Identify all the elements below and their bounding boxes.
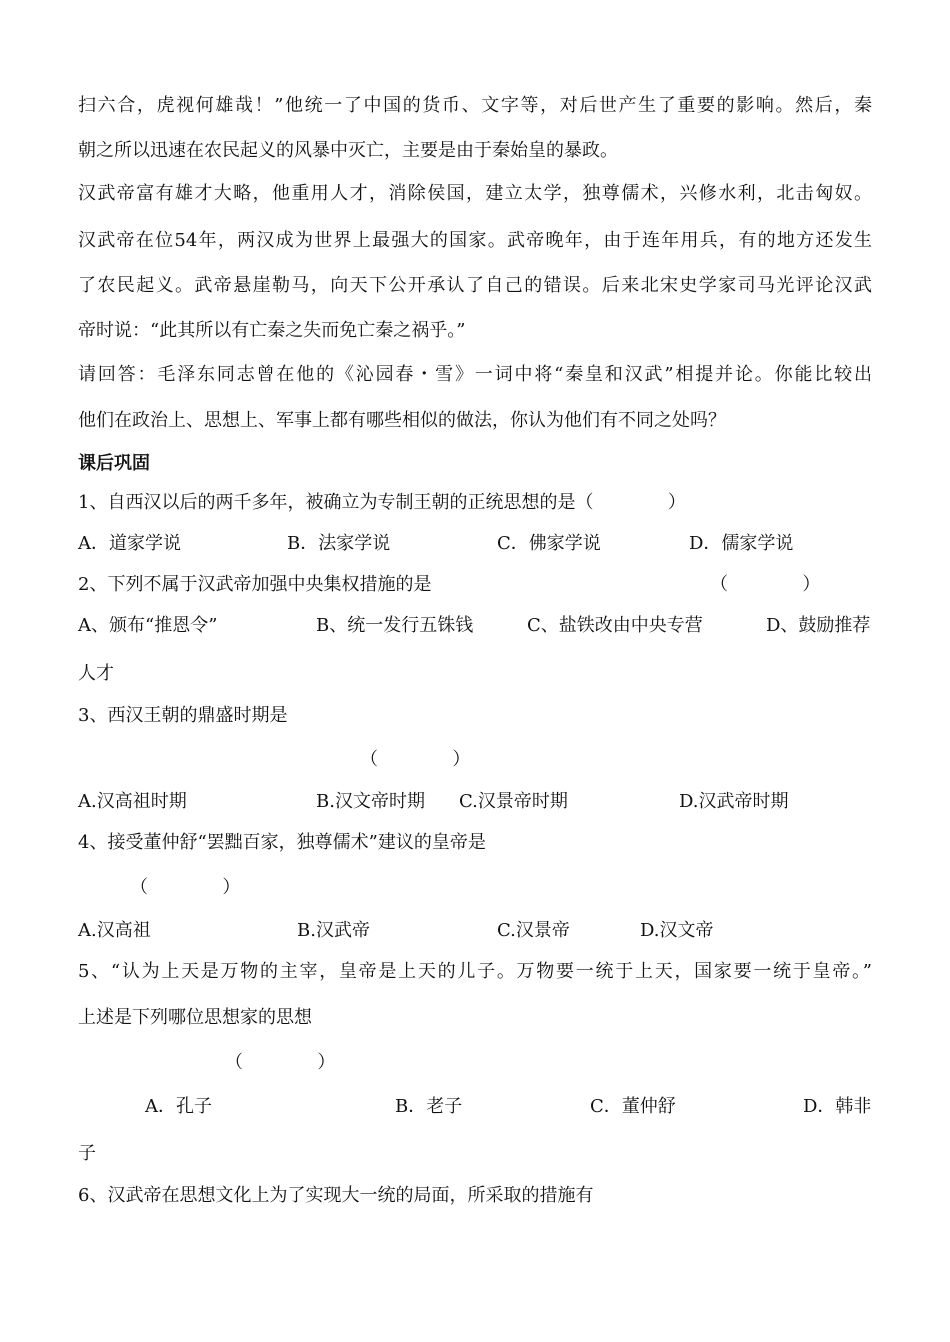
q4-option-a: A.汉高祖 xyxy=(78,920,151,941)
q3-option-d: D.汉武帝时期 xyxy=(679,791,789,812)
q1-option-c: C．佛家学说 xyxy=(497,533,601,554)
passage-line-2: 朝之所以迅速在农民起义的风暴中灭亡，主要是由于秦始皇的暴政。 xyxy=(78,140,618,161)
q2-option-d-wrap: 人才 xyxy=(78,663,114,684)
q4-option-c: C.汉景帝 xyxy=(497,920,570,941)
q4-stem: 4、接受董仲舒“罢黜百家，独尊儒术”建议的皇帝是 xyxy=(78,832,486,853)
q4-option-b: B.汉武帝 xyxy=(297,920,370,941)
q5-option-d: D．韩非 xyxy=(803,1096,872,1117)
q2-option-b: B、统一发行五铢钱 xyxy=(316,615,474,636)
q5-option-d-wrap: 子 xyxy=(78,1143,96,1164)
passage-line-4: 汉武帝在位54年，两汉成为世界上最强大的国家。武帝晚年，由于连年用兵，有的地方还发生 xyxy=(78,230,872,251)
q2-option-a: A、颁布“推恩令” xyxy=(78,615,218,636)
q2-option-d: D、鼓励推荐 xyxy=(766,615,871,636)
question-prompt-line-2: 他们在政治上、思想上、军事上都有哪些相似的做法，你认为他们有不同之处吗？ xyxy=(78,410,726,431)
q6-stem: 6、汉武帝在思想文化上为了实现大一统的局面，所采取的措施有 xyxy=(78,1185,594,1206)
q3-option-c: C.汉景帝时期 xyxy=(459,791,568,812)
q3-answer-bracket: （ ） xyxy=(360,749,471,770)
question-prompt-line-1: 请回答：毛泽东同志曾在他的《沁园春・雪》一词中将“秦皇和汉武”相提并论。你能比较出 xyxy=(78,364,872,385)
q3-stem: 3、西汉王朝的鼎盛时期是 xyxy=(78,705,288,726)
q5-option-c: C．董仲舒 xyxy=(590,1096,676,1117)
q5-stem: 5、“认为上天是万物的主宰，皇帝是上天的儿子。万物要一统于上天，国家要一统于皇帝。” xyxy=(78,961,872,982)
q3-option-a: A.汉高祖时期 xyxy=(78,791,187,812)
passage-line-6: 帝时说：“此其所以有亡秦之失而免亡秦之祸乎。” xyxy=(78,320,466,341)
q1-option-d: D．儒家学说 xyxy=(689,533,794,554)
passage-line-1: 扫六合，虎视何雄哉！”他统一了中国的货币、文字等，对后世产生了重要的影响。然后，秦 xyxy=(78,95,872,116)
q4-option-d: D.汉文帝 xyxy=(640,920,714,941)
q5-stem-line-2: 上述是下列哪位思想家的思想 xyxy=(78,1007,312,1028)
q1-option-a: A．道家学说 xyxy=(78,533,181,554)
passage-line-5: 了农民起义。武帝悬崖勒马，向天下公开承认了自己的错误。后来北宋史学家司马光评论汉武 xyxy=(78,275,872,296)
q4-answer-bracket: （ ） xyxy=(130,877,241,898)
section-title: 课后巩固 xyxy=(78,453,150,474)
q5-option-b: B．老子 xyxy=(395,1096,463,1117)
q2-stem: 2、下列不属于汉武帝加强中央集权措施的是 xyxy=(78,574,432,595)
passage-line-3: 汉武帝富有雄才大略，他重用人才，消除侯国，建立太学，独尊儒术，兴修水利，北击匈奴。 xyxy=(78,183,872,204)
q1-stem: 1、自西汉以后的两千多年，被确立为专制王朝的正统思想的是（ ） xyxy=(78,492,686,513)
q2-answer-bracket: （ ） xyxy=(710,574,821,595)
q1-option-b: B．法家学说 xyxy=(287,533,391,554)
q2-option-c: C、盐铁改由中央专营 xyxy=(527,615,703,636)
q5-answer-bracket: （ ） xyxy=(225,1052,336,1073)
q3-option-b: B.汉文帝时期 xyxy=(316,791,425,812)
q5-option-a: A．孔子 xyxy=(145,1096,212,1117)
